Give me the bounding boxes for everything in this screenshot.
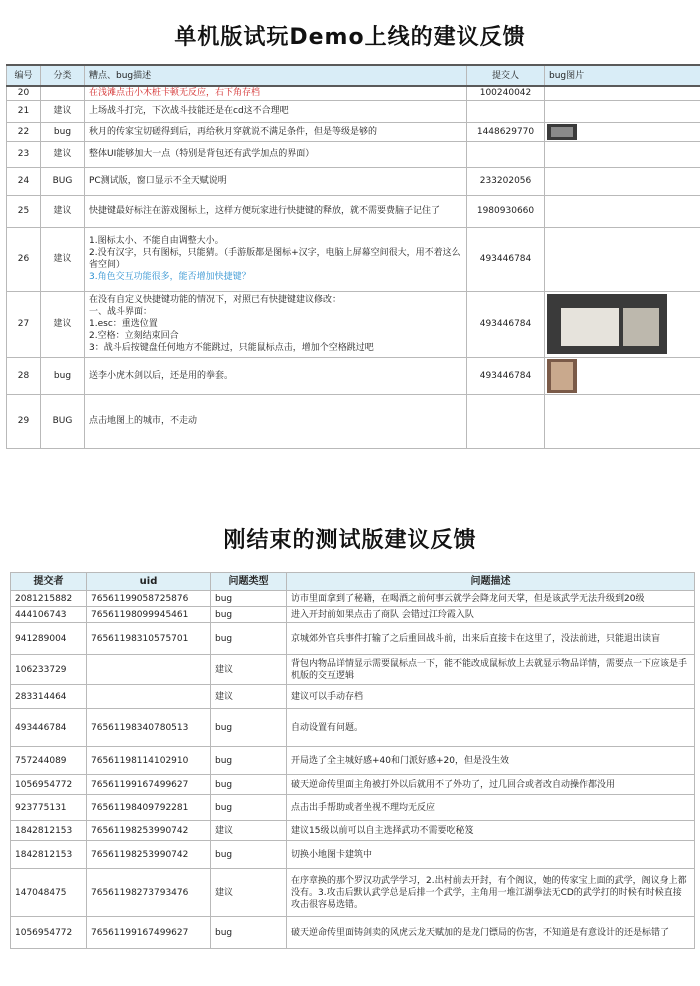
column-header-description: 糟点、bug描述: [85, 65, 467, 86]
table-row: [7, 141, 700, 167]
row-uid: 76561198114102910: [87, 747, 211, 775]
row-submitter: 493446784: [467, 357, 545, 394]
column-header-bug-image: bug图片: [545, 65, 700, 86]
table-row: [7, 195, 700, 227]
row-id: 26: [7, 227, 41, 291]
table-row: [11, 841, 695, 869]
row-uid: 76561198253990742: [87, 821, 211, 841]
column-header-type: 问题类型: [211, 573, 287, 591]
row-submitter: 493446784: [467, 227, 545, 291]
section1-title: 单机版试玩Demo上线的建议反馈: [174, 25, 526, 50]
row-bug-image: [545, 86, 700, 100]
row-description: 切换小地图卡建筑中: [287, 841, 695, 869]
row-submitter: 1056954772: [11, 775, 87, 795]
row-category: 建议: [41, 100, 85, 122]
row-type: bug: [211, 607, 287, 623]
row-description: 开局选了全主城好感+40和门派好感+20，但是没生效: [287, 747, 695, 775]
table-row: [7, 122, 700, 141]
row-type: bug: [211, 775, 287, 795]
row-category: 建议: [41, 141, 85, 167]
row-bug-image: [545, 122, 700, 141]
description-line: 3：战斗后按键盘任何地方不能跳过，只能鼠标点击，增加个空格跳过吧: [89, 343, 374, 353]
row-type: bug: [211, 591, 287, 607]
row-type: bug: [211, 917, 287, 949]
column-header-category: 分类: [41, 65, 85, 86]
table-row: [11, 869, 695, 917]
table-row: [11, 655, 695, 685]
row-submitter: 2081215882: [11, 591, 87, 607]
row-type: bug: [211, 841, 287, 869]
row-type: bug: [211, 747, 287, 775]
row-description: 点击地图上的城市，不走动: [85, 394, 467, 448]
row-submitter: 1842812153: [11, 821, 87, 841]
table-row: [11, 623, 695, 655]
row-submitter: 233202056: [467, 167, 545, 195]
row-description: 建议15级以前可以自主选择武功不需要吃秘笈: [287, 821, 695, 841]
row-category: 建议: [41, 227, 85, 291]
row-bug-image: [545, 394, 700, 448]
row-description: 快捷键最好标注在游戏图标上，这样方便玩家进行快捷键的释放，就不需要费脑子记住了: [85, 195, 467, 227]
row-submitter: [467, 100, 545, 122]
column-header-id: 编号: [7, 65, 41, 86]
row-description: 送李小虎木剑以后，还是用的拳套。: [85, 357, 467, 394]
row-id: 29: [7, 394, 41, 448]
row-category: bug: [41, 122, 85, 141]
table-row: [11, 607, 695, 623]
table-row: [11, 685, 695, 709]
row-description: 破天逆命传里面主角被打外以后就用不了外功了，过几回合或者改自动操作都没用: [287, 775, 695, 795]
row-submitter: 493446784: [11, 709, 87, 747]
row-bug-image: [545, 291, 700, 357]
row-submitter: 493446784: [467, 291, 545, 357]
row-description: [85, 227, 467, 291]
row-description: 在浅滩点击小木桩卡顿无反应，右下角存档: [85, 86, 467, 100]
row-uid: 76561198409792281: [87, 795, 211, 821]
row-bug-image: [545, 357, 700, 394]
table-row: [7, 100, 700, 122]
row-description: 京城郊外官兵事件打输了之后重回战斗前，出来后直接卡在这里了，没法前进，只能退出读盲: [287, 623, 695, 655]
table-header-row: [7, 65, 700, 86]
row-type: bug: [211, 623, 287, 655]
row-submitter: 106233729: [11, 655, 87, 685]
description-line: 1.图标太小、不能自由调整大小。: [89, 236, 224, 246]
row-description: 背包内物品详情显示需要鼠标点一下，能不能改成鼠标放上去就显示物品详情，需要点一下应该是手机版的交互逻辑: [287, 655, 695, 685]
description-line: 1.esc：重选位置: [89, 319, 158, 329]
row-submitter: 1842812153: [11, 841, 87, 869]
row-submitter: 923775131: [11, 795, 87, 821]
row-type: 建议: [211, 655, 287, 685]
table-row: [7, 291, 700, 357]
table-row: [11, 795, 695, 821]
description-line: 2.没有汉字，只有图标，只能猜。（手游版都是图标+汉字，电脑上屏幕空间很大，用不着这么省空间）: [89, 248, 461, 270]
row-submitter: 941289004: [11, 623, 87, 655]
table-row: [7, 167, 700, 195]
row-description: 在序章换的那个罗汉功武学学习，2.出村前去开封，有个阁议，她的传家宝上面的武学，阁议身上都没有。3.攻击后默认武学总是后排一个武学，主角用一堆江湖拳法无CD的武学打的时候有时候直接攻击很容易选错。: [287, 869, 695, 917]
row-bug-image: [545, 100, 700, 122]
table-row: [11, 775, 695, 795]
bug-screenshot-image: [547, 124, 577, 140]
row-id: 27: [7, 291, 41, 357]
row-category: bug: [41, 357, 85, 394]
description-line: 2.空格：立刻结束回合: [89, 331, 179, 341]
table-row: [11, 709, 695, 747]
row-id: 24: [7, 167, 41, 195]
row-uid: [87, 685, 211, 709]
row-submitter: [467, 141, 545, 167]
row-submitter: 757244089: [11, 747, 87, 775]
description-line: 在没有自定义快捷键功能的情况下，对照已有快捷键建议修改：: [89, 295, 342, 305]
row-uid: 76561198340780513: [87, 709, 211, 747]
column-header-submitter: 提交者: [11, 573, 87, 591]
row-description: 上场战斗打完，下次战斗技能还是在cd这不合理吧: [85, 100, 467, 122]
row-submitter: 100240042: [467, 86, 545, 100]
table-header-row: [11, 573, 695, 591]
row-submitter: 283314464: [11, 685, 87, 709]
row-type: 建议: [211, 869, 287, 917]
row-bug-image: [545, 141, 700, 167]
row-uid: 76561199167499627: [87, 917, 211, 949]
table-row: [11, 917, 695, 949]
table-row: [7, 394, 700, 448]
table-row: [7, 357, 700, 394]
row-description: [85, 291, 467, 357]
row-submitter: 1056954772: [11, 917, 87, 949]
suggestion-table-test: [10, 572, 695, 949]
row-id: 20: [7, 86, 41, 100]
column-header-submitter: 提交人: [467, 65, 545, 86]
row-id: 28: [7, 357, 41, 394]
row-category: BUG: [41, 394, 85, 448]
row-uid: 76561199167499627: [87, 775, 211, 795]
row-uid: 76561199058725876: [87, 591, 211, 607]
row-uid: 76561198099945461: [87, 607, 211, 623]
row-submitter: 444106743: [11, 607, 87, 623]
row-description: 进入开封前如果点击了商队 会错过江玲霞入队: [287, 607, 695, 623]
column-header-uid: uid: [87, 573, 211, 591]
row-uid: [87, 655, 211, 685]
row-bug-image: [545, 227, 700, 291]
row-category: 建议: [41, 195, 85, 227]
row-uid: 76561198273793476: [87, 869, 211, 917]
row-type: bug: [211, 709, 287, 747]
row-description: 点击出手帮助或者坐视不理均无反应: [287, 795, 695, 821]
row-description: 整体UI能够加大一点（特别是背包还有武学加点的界面）: [85, 141, 467, 167]
row-bug-image: [545, 167, 700, 195]
row-description: 访市里面拿到了秘籍，在喝酒之前何事云就学会降龙问天掌，但是该武学无法升级到20级: [287, 591, 695, 607]
row-category: [41, 86, 85, 100]
row-description: 破天逆命传里面铸剑卖的风虎云龙天赋加的是龙门镖局的伤害，不知道是有意设计的还是标错了: [287, 917, 695, 949]
column-header-description: 问题描述: [287, 573, 695, 591]
row-id: 23: [7, 141, 41, 167]
row-id: 22: [7, 122, 41, 141]
row-id: 25: [7, 195, 41, 227]
row-description: 秋月的传家宝切磋得到后，再给秋月穿就说不满足条件，但是等级是够的: [85, 122, 467, 141]
row-description: 自动设置有问题。: [287, 709, 695, 747]
row-uid: 76561198310575701: [87, 623, 211, 655]
row-uid: 76561198253990742: [87, 841, 211, 869]
row-submitter: 1980930660: [467, 195, 545, 227]
suggestion-table-demo: [6, 64, 700, 449]
table-row: [7, 227, 700, 291]
table-row: [7, 86, 700, 100]
table-row: [11, 821, 695, 841]
bug-screenshot-image: [547, 294, 667, 354]
row-submitter: [467, 394, 545, 448]
row-category: 建议: [41, 291, 85, 357]
row-type: 建议: [211, 685, 287, 709]
bug-screenshot-image: [547, 359, 577, 393]
row-submitter: 147048475: [11, 869, 87, 917]
row-bug-image: [545, 195, 700, 227]
description-line: 一、战斗界面：: [89, 307, 153, 317]
row-type: 建议: [211, 821, 287, 841]
row-category: BUG: [41, 167, 85, 195]
table-row: [11, 747, 695, 775]
row-description: 建议可以手动存档: [287, 685, 695, 709]
row-submitter: 1448629770: [467, 122, 545, 141]
description-line: 3.角色交互功能很多，能否增加快捷键？: [89, 272, 251, 282]
row-id: 21: [7, 100, 41, 122]
row-type: bug: [211, 795, 287, 821]
row-description: PC测试版，窗口显示不全天赋说明: [85, 167, 467, 195]
table-row: [11, 591, 695, 607]
section2-title: 刚结束的测试版建议反馈: [223, 528, 477, 553]
